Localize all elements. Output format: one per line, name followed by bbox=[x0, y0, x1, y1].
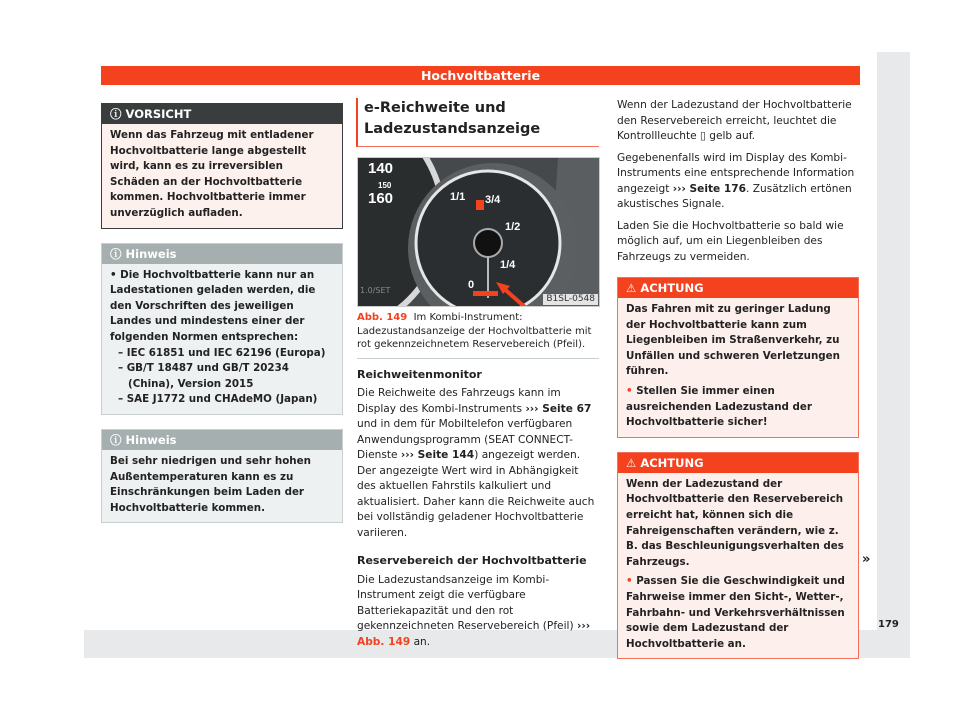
paragraph: Gegebenenfalls wird im Display des Kombi-Instruments eine entsprechende Information angezeigt ››› Seite 176. Zusätzlich ertönen akustisches Signale. bbox=[617, 151, 855, 210]
caution-box: ⓘ VORSICHT Wenn das Fahrzeug mit entladener Hochvoltbatterie lange abgestellt wird, kann es zu irreversiblen Schäden an der Hochvoltbatterie kommen. Hochvoltbatterie immer unverzüglich aufladen. bbox=[101, 103, 343, 229]
battery-warning-icon: ▯ bbox=[700, 130, 706, 142]
standard-item: – GB/T 18487 und GB/T 20234 (China), Version 2015 bbox=[118, 362, 289, 390]
warning-icon: ⚠ bbox=[626, 281, 641, 295]
gauge-label: 1/1 bbox=[450, 191, 466, 203]
warning-box: ⚠ ACHTUNG Wenn der Ladezustand der Hochvoltbatterie den Reservebereich erreicht hat, können sich die Fahreigenschaften verändern, wie z. B. das Beschleunigungsverhalten des Fahrzeugs. • Passen Sie die Geschwindigkeit und Fahrweise immer den Sicht-, Wetter-, Fahrbahn- und Verkehrsverhältnissen sowie dem Ladezustand der Hochvoltbatterie an. bbox=[617, 452, 859, 660]
standard-item: – SAE J1772 und CHAdeMO (Japan) bbox=[118, 393, 318, 406]
page-number: 179 bbox=[878, 619, 899, 630]
subheading: Reservebereich der Hochvoltbatterie bbox=[357, 554, 587, 567]
right-column bbox=[617, 98, 859, 673]
gauge-label: 0 bbox=[468, 279, 475, 291]
gauge-label: 3/4 bbox=[485, 194, 501, 206]
speed-label: 140 bbox=[368, 160, 394, 177]
speed-label: 160 bbox=[368, 190, 394, 207]
note-box: ⓘ Hinweis Bei sehr niedrigen und sehr hohen Außentemperaturen kann es zu Einschränkungen beim Laden der Hochvoltbatterie kommen. bbox=[101, 429, 343, 523]
caution-icon: ⓘ bbox=[110, 107, 126, 121]
chapter-header: Hochvoltbatterie bbox=[101, 66, 860, 85]
continued-marker: » bbox=[862, 552, 871, 567]
figure-code: B1SL-0548 bbox=[543, 294, 598, 305]
figure-watermark: 1.0/SET bbox=[360, 286, 391, 295]
section-heading: e-Reichweite und Ladezustandsanzeige bbox=[356, 98, 599, 147]
speed-label: 150 bbox=[378, 181, 392, 190]
gauge-label: 1/2 bbox=[505, 221, 521, 233]
note-text: Bei sehr niedrigen und sehr hohen Außentemperaturen kann es zu Einschränkungen beim Laden der Hochvoltbatterie kommen. bbox=[102, 450, 342, 522]
note-bullet: • Die Hochvoltbatterie kann nur an Ladestationen geladen werden, die den Vorschriften des jeweiligen Landes und mindestens einer der folgenden Normen entsprechen: bbox=[110, 268, 316, 343]
page-link[interactable]: ››› Seite 176 bbox=[672, 182, 747, 195]
gauge-label: 1/4 bbox=[500, 259, 516, 271]
standard-item: – IEC 61851 und IEC 62196 (Europa) bbox=[118, 346, 326, 359]
info-icon: ⓘ bbox=[110, 246, 126, 261]
page-link[interactable]: ››› Seite 67 bbox=[525, 402, 592, 415]
caution-text: Wenn das Fahrzeug mit entladener Hochvoltbatterie lange abgestellt wird, kann es zu irreversiblen Schäden an der Hochvoltbatterie kommen. Hochvoltbatterie immer unverzüglich aufladen. bbox=[102, 124, 342, 228]
paragraph: Die Ladezustandsanzeige im Kombi-Instrument zeigt die verfügbare Batteriekapazität und den rot gekennzeichneten Reservebereich (Pfeil) ››› Abb. 149 an. bbox=[357, 573, 591, 648]
note-box: ⓘ Hinweis • Die Hochvoltbatterie kann nur an Ladestationen geladen werden, die den Vorschriften des jeweiligen Landes und mindestens einer der folgenden Normen entsprechen: – IEC 61851 und IEC 62196 (Europa) – GB/T 18487 und GB/T 20234 (China), Version 2015 – SAE J1772 und CHAdeMO (Japan) bbox=[101, 243, 343, 415]
figure-caption: Abb. 149 Im Kombi-Instrument: Ladezustandsanzeige der Hochvoltbatterie mit rot gekennzeichnetem Reservebereich (Pfeil). bbox=[357, 311, 599, 359]
figure-link[interactable]: Abb. 149 bbox=[357, 635, 411, 648]
left-column bbox=[101, 103, 343, 537]
warning-box: ⚠ ACHTUNG Das Fahren mit zu geringer Ladung der Hochvoltbatterie kann zum Liegenbleiben im Straßenverkehr, zu Unfällen und schweren Verletzungen führen. • Stellen Sie immer einen ausreichenden Ladezustand der Hochvoltbatterie sicher! bbox=[617, 277, 859, 438]
info-icon: ⓘ bbox=[110, 432, 126, 447]
instrument-cluster-figure bbox=[357, 157, 600, 307]
middle-column bbox=[357, 98, 599, 656]
paragraph: Die Reichweite des Fahrzeugs kann im Display des Kombi-Instruments ››› Seite 67 und in dem für Mobiltelefon verfügbaren Anwendungsprogramm (SEAT CONNECT-Dienste ››› Seite 144) angezeigt werden. Der angezeigte Wert wird in Abhängigkeit des aktuellen Fahrstils kalkuliert und aktualisiert. Daher kann die Reichweite auch bei vollständig geladener Hochvoltbatterie variieren. bbox=[357, 387, 595, 539]
warning-icon: ⚠ bbox=[626, 455, 641, 470]
paragraph: Wenn der Ladezustand der Hochvoltbatterie den Reservebereich erreicht, leuchtet die Kontrollleuchte ▯ gelb auf. bbox=[617, 99, 852, 142]
subheading: Reichweitenmonitor bbox=[357, 367, 482, 381]
page-link[interactable]: ››› Seite 144 bbox=[400, 449, 475, 461]
paragraph: Laden Sie die Hochvoltbatterie so bald wie möglich auf, um ein Liegenbleiben des Fahrzeugs zu vermeiden. bbox=[617, 219, 844, 263]
